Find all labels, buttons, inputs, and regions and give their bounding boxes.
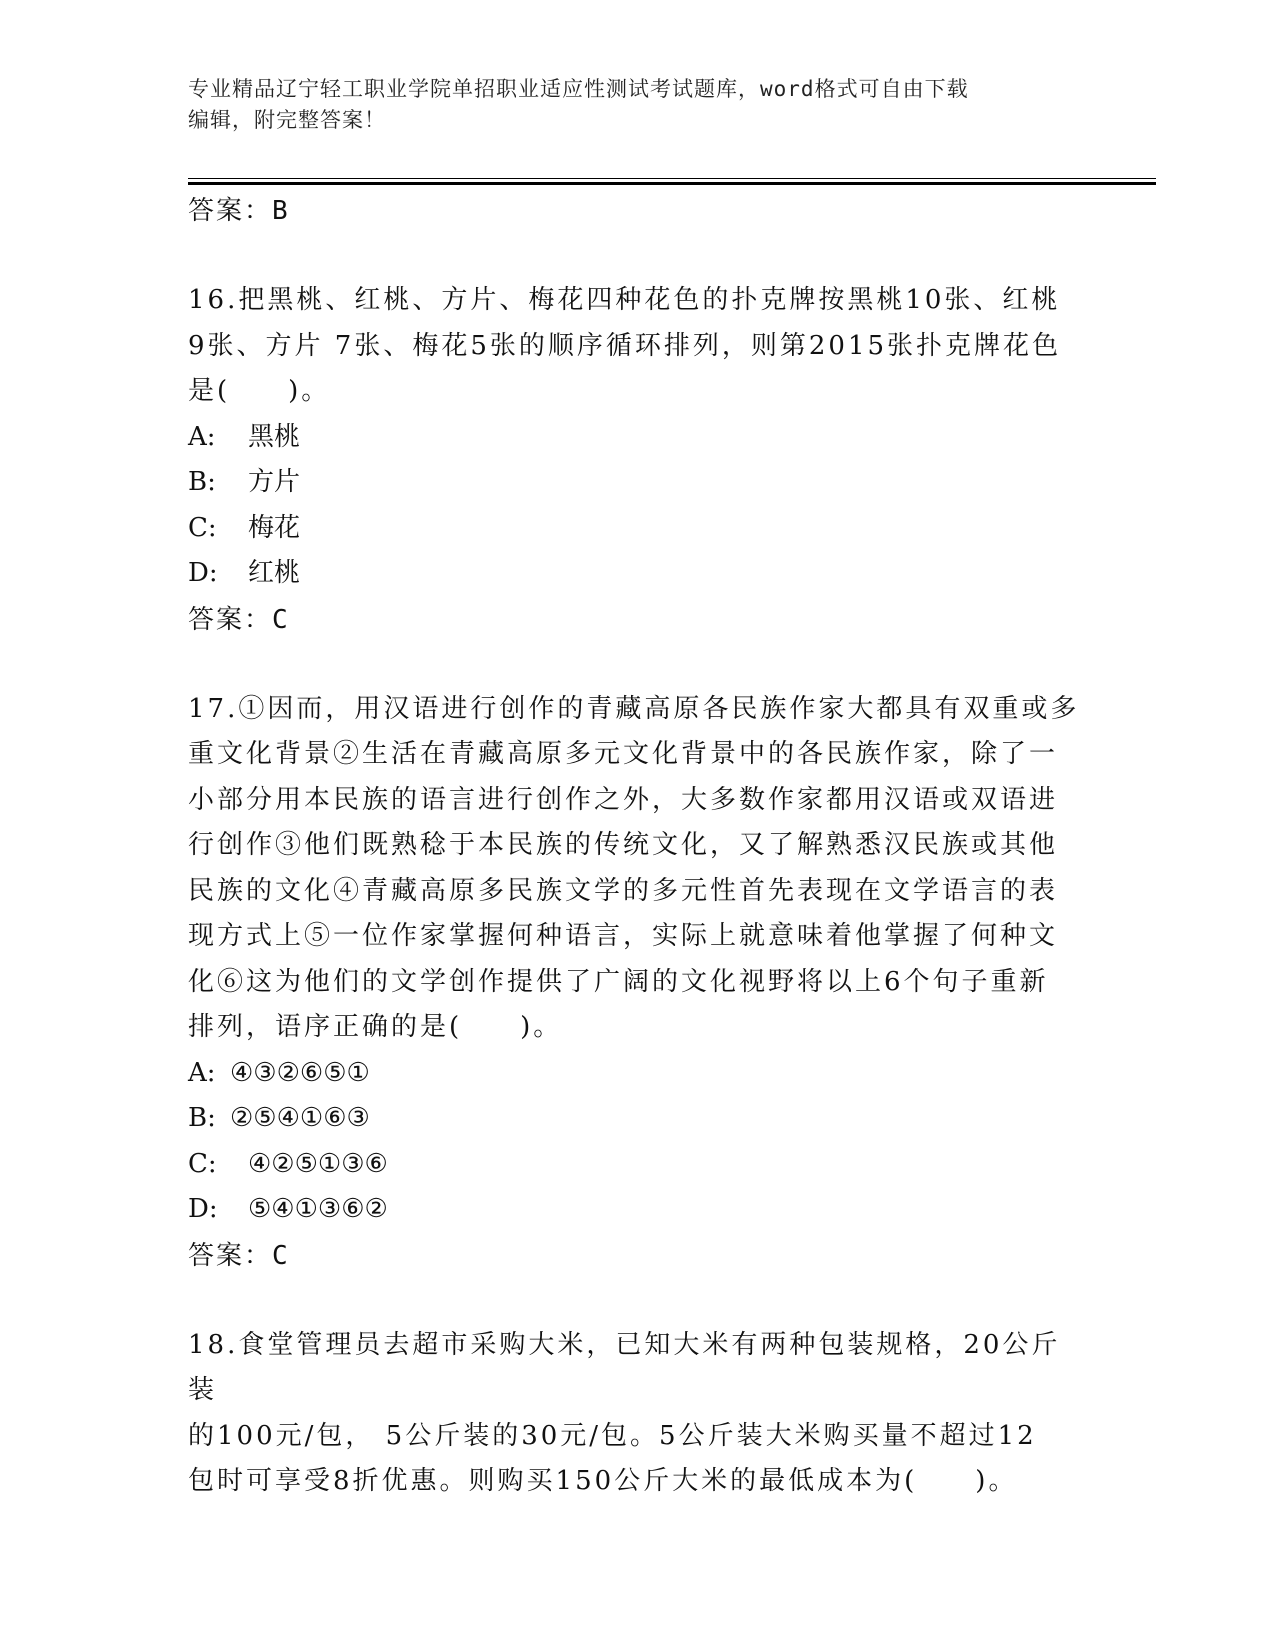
option-text: 方片 — [248, 467, 301, 497]
option-c — [188, 1142, 1088, 1188]
answer-q15: 答案：B — [188, 196, 290, 226]
question-line: 小部分用本民族的语言进行创作之外，大多数作家都用汉语或双语进 — [188, 784, 1059, 815]
option-c — [188, 506, 1088, 552]
option-d — [188, 551, 1088, 597]
option-text: ④③②⑥⑤① — [230, 1057, 370, 1088]
question-18 — [188, 1323, 1088, 1505]
question-line: 18.食堂管理员去超市采购大米，已知大米有两种包装规格，20公斤装 — [188, 1329, 1061, 1405]
question-18-stem — [188, 1323, 1088, 1505]
question-16-stem — [188, 278, 1088, 415]
question-line: 是( )。 — [188, 376, 331, 406]
document-header — [188, 74, 1068, 136]
question-line: 行创作③他们既熟稔于本民族的传统文化，又了解熟悉汉民族或其他 — [188, 830, 1059, 860]
option-label: B: — [188, 1103, 216, 1133]
option-label: C: — [188, 1148, 217, 1179]
question-list — [188, 188, 1088, 1505]
option-text: ②⑤④①⑥③ — [230, 1103, 370, 1133]
option-text: ④②⑤①③⑥ — [248, 1148, 388, 1179]
option-text: 黑桃 — [248, 421, 301, 452]
question-line: 化⑥这为他们的文学创作提供了广阔的文化视野将以上6个句子重新 — [188, 966, 1049, 997]
question-17 — [188, 687, 1088, 1279]
option-label: D: — [188, 1194, 218, 1224]
option-label: A: — [188, 421, 216, 452]
option-label: B: — [188, 467, 216, 497]
question-line: 重文化背景②生活在青藏高原多元文化背景中的各民族作家，除了一 — [188, 739, 1059, 769]
question-line: 9张、方片 7张、梅花5张的顺序循环排列，则第2015张扑克牌花色 — [188, 330, 1062, 361]
header-line-2: 编辑，附完整答案！ — [188, 108, 386, 132]
question-line: 的100元/包， 5公斤装的30元/包。5公斤装大米购买量不超过12 — [188, 1420, 1037, 1451]
header-line-1: 专业精品辽宁轻工职业学院单招职业适应性测试考试题库，word格式可自由下载 — [188, 77, 969, 101]
option-d — [188, 1187, 1088, 1233]
question-line: 现方式上⑤一位作家掌握何种语言，实际上就意味着他掌握了何种文 — [188, 921, 1059, 951]
question-17-stem — [188, 687, 1088, 1051]
answer-q17: 答案：C — [188, 1240, 290, 1271]
option-a — [188, 1051, 1088, 1097]
option-label: C: — [188, 512, 217, 543]
answer-q16: 答案：C — [188, 604, 290, 635]
header-divider-thick — [188, 182, 1156, 185]
option-label: A: — [188, 1057, 216, 1088]
header-divider-thin — [188, 178, 1156, 179]
question-16 — [188, 278, 1088, 643]
option-a — [188, 415, 1088, 461]
option-b — [188, 1096, 1088, 1142]
option-text: 红桃 — [248, 558, 301, 588]
option-label: D: — [188, 558, 218, 588]
question-line: 民族的文化④青藏高原多民族文学的多元性首先表现在文学语言的表 — [188, 875, 1059, 906]
question-line: 17.①因而，用汉语进行创作的青藏高原各民族作家大都具有双重或多 — [188, 693, 1080, 724]
question-line: 排列，语序正确的是( )。 — [188, 1012, 563, 1042]
option-text: ⑤④①③⑥② — [248, 1194, 388, 1224]
question-line: 16.把黑桃、红桃、方片、梅花四种花色的扑克牌按黑桃10张、红桃 — [188, 285, 1061, 315]
option-b — [188, 460, 1088, 506]
option-text: 梅花 — [248, 512, 301, 543]
question-line: 包时可享受8折优惠。则购买150公斤大米的最低成本为( )。 — [188, 1466, 1018, 1496]
